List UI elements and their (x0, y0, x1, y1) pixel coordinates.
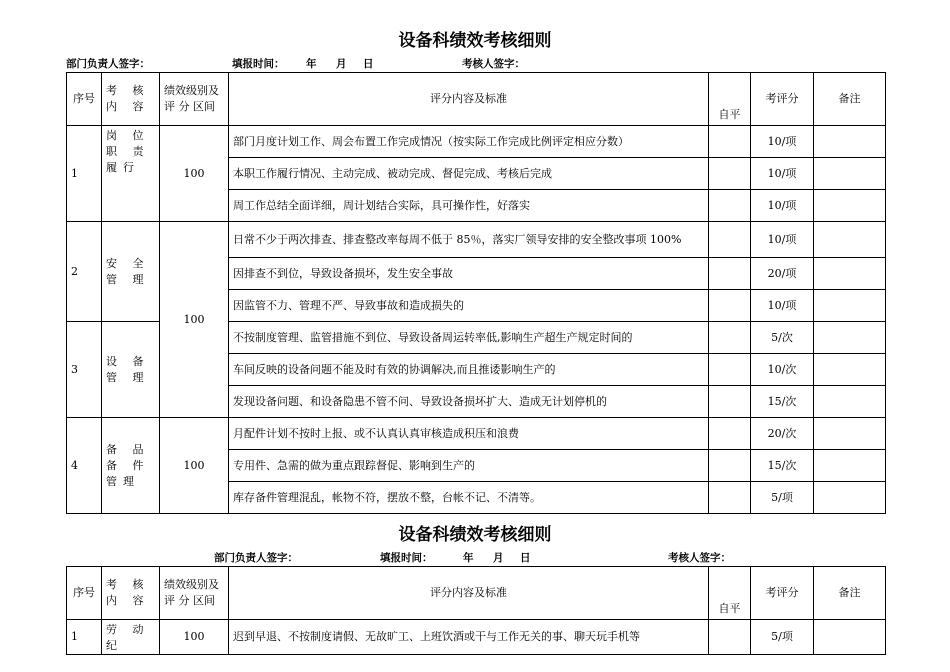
section-level: 100 (160, 418, 229, 514)
table-row (67, 126, 886, 158)
month-label: 月 (493, 552, 504, 564)
table-header-row (67, 73, 886, 126)
self-score-cell[interactable] (709, 322, 751, 354)
header-level: 绩效级别及 评 分 区间 (160, 567, 229, 620)
self-score-cell[interactable] (709, 158, 751, 190)
header-remark: 备注 (814, 567, 886, 620)
section-seq: 3 (67, 322, 102, 418)
section-seq: 1 (67, 620, 102, 655)
self-score-cell[interactable] (709, 290, 751, 322)
score-cell: 10/项 (751, 158, 814, 190)
remark-cell[interactable] (814, 354, 886, 386)
month-label: 月 (336, 58, 347, 70)
self-score-cell[interactable] (709, 386, 751, 418)
header-self-score: 自平 (709, 567, 751, 620)
assessment-table-second (66, 566, 886, 655)
section-content: 岗 位 职 责履行 (102, 126, 160, 222)
header-remark: 备注 (814, 73, 886, 126)
header-seq: 序号 (67, 567, 102, 620)
criteria-cell: 库存备件管理混乱，帐物不符，摆放不整，台帐不记、不清等。 (229, 482, 709, 514)
score-cell: 5/次 (751, 322, 814, 354)
table-row (67, 620, 886, 655)
criteria-cell: 部门月度计划工作、周会布置工作完成情况（按实际工作完成比例评定相应分数） (229, 126, 709, 158)
remark-cell[interactable] (814, 322, 886, 354)
header-self-score: 自平 (709, 73, 751, 126)
criteria-cell: 不按制度管理、监管措施不到位、导致设备周运转率低,影响生产超生产规定时间的 (229, 322, 709, 354)
score-cell: 20/次 (751, 418, 814, 450)
criteria-cell: 发现设备问题、和设备隐患不管不问、导致设备损坏扩大、造成无计划停机的 (229, 386, 709, 418)
remark-cell[interactable] (814, 258, 886, 290)
fill-time-label: 填报时间： (232, 58, 285, 70)
header-score: 考评分 (751, 73, 814, 126)
criteria-cell: 月配件计划不按时上报、或不认真认真审核造成积压和浪费 (229, 418, 709, 450)
self-score-cell[interactable] (709, 190, 751, 222)
score-cell: 20/项 (751, 258, 814, 290)
table-header-row (67, 567, 886, 620)
score-cell: 10/次 (751, 354, 814, 386)
section-content: 安 全 管 理 (102, 222, 160, 322)
score-cell: 10/项 (751, 222, 814, 258)
header-content: 考 核 内 容 (102, 567, 160, 620)
section-seq: 2 (67, 222, 102, 322)
section-level: 100 (160, 222, 229, 418)
score-cell: 10/项 (751, 190, 814, 222)
dept-head-signature-label: 部门负责人签字： (214, 552, 298, 564)
doc-title: 设备科绩效考核细则 (398, 31, 552, 51)
section-content: 设 备 管 理 (102, 322, 160, 418)
header-criteria: 评分内容及标准 (229, 73, 709, 126)
self-score-cell[interactable] (709, 620, 751, 655)
section-content: 备 品 备 件管理 (102, 418, 160, 514)
section-level: 100 (160, 620, 229, 655)
score-cell: 15/次 (751, 450, 814, 482)
assessor-signature-label: 考核人签字： (668, 552, 731, 564)
self-score-cell[interactable] (709, 418, 751, 450)
header-content: 考 核 内 容 (102, 73, 160, 126)
header-score: 考评分 (751, 567, 814, 620)
criteria-cell: 车间反映的设备问题不能及时有效的协调解决,而且推诿影响生产的 (229, 354, 709, 386)
score-cell: 5/项 (751, 620, 814, 655)
fill-time-label: 填报时间： (380, 552, 433, 564)
remark-cell[interactable] (814, 290, 886, 322)
remark-cell[interactable] (814, 620, 886, 655)
day-label: 日 (520, 552, 531, 564)
section-seq: 4 (67, 418, 102, 514)
header-seq: 序号 (67, 73, 102, 126)
score-cell: 10/项 (751, 290, 814, 322)
criteria-cell: 专用件、急需的做为重点跟踪督促、影响到生产的 (229, 450, 709, 482)
remark-cell[interactable] (814, 126, 886, 158)
table-row (67, 222, 886, 258)
dept-head-signature-label: 部门负责人签字： (66, 58, 150, 70)
criteria-cell: 迟到早退、不按制度请假、无故旷工、上班饮酒或干与工作无关的事、聊天玩手机等 (229, 620, 709, 655)
criteria-cell: 因监管不力、管理不严、导致事故和造成损失的 (229, 290, 709, 322)
remark-cell[interactable] (814, 222, 886, 258)
self-score-cell[interactable] (709, 482, 751, 514)
remark-cell[interactable] (814, 482, 886, 514)
self-score-cell[interactable] (709, 354, 751, 386)
remark-cell[interactable] (814, 418, 886, 450)
self-score-cell[interactable] (709, 450, 751, 482)
remark-cell[interactable] (814, 158, 886, 190)
criteria-cell: 本职工作履行情况、主动完成、被动完成、督促完成、考核后完成 (229, 158, 709, 190)
remark-cell[interactable] (814, 386, 886, 418)
table-row (67, 418, 886, 450)
year-label: 年 (306, 58, 317, 70)
day-label: 日 (363, 58, 374, 70)
criteria-cell: 日常不少于两次排查、排查整改率每周不低于 85％，落实厂领导安排的安全整改事项 100% (229, 222, 709, 258)
self-score-cell[interactable] (709, 222, 751, 258)
section-level: 100 (160, 126, 229, 222)
header-level: 绩效级别及 评 分 区间 (160, 73, 229, 126)
assessor-signature-label: 考核人签字： (462, 58, 525, 70)
score-cell: 5/项 (751, 482, 814, 514)
section-seq: 1 (67, 126, 102, 222)
score-cell: 10/项 (751, 126, 814, 158)
self-score-cell[interactable] (709, 126, 751, 158)
year-label: 年 (463, 552, 474, 564)
score-cell: 15/次 (751, 386, 814, 418)
remark-cell[interactable] (814, 450, 886, 482)
section-content: 劳 动 纪 (102, 620, 160, 655)
self-score-cell[interactable] (709, 258, 751, 290)
header-criteria: 评分内容及标准 (229, 567, 709, 620)
criteria-cell: 周工作总结全面详细，周计划结合实际，具可操作性，好落实 (229, 190, 709, 222)
doc-title-second: 设备科绩效考核细则 (398, 525, 552, 545)
criteria-cell: 因排查不到位，导致设备损坏，发生安全事故 (229, 258, 709, 290)
assessment-table (66, 72, 886, 514)
remark-cell[interactable] (814, 190, 886, 222)
